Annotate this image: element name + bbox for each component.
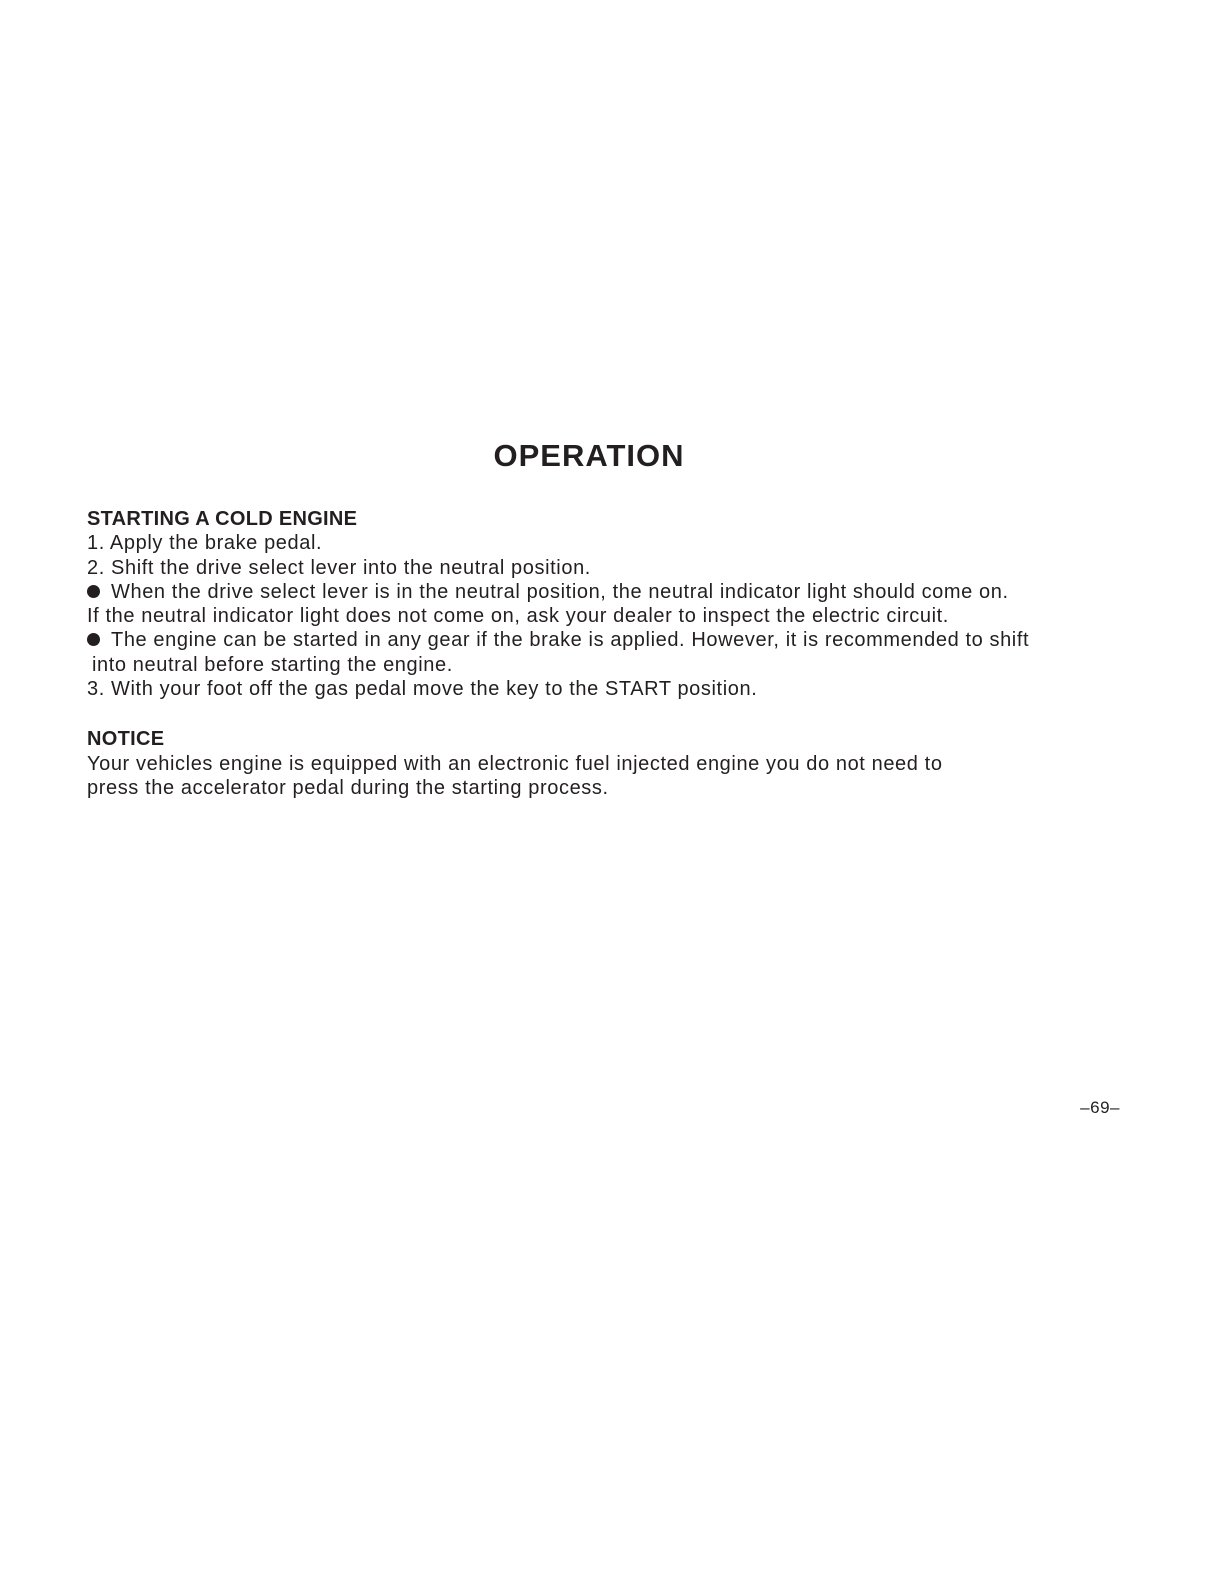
bullet-icon bbox=[87, 585, 100, 598]
bullet-1-second-line: If the neutral indicator light does not come on, ask your dealer to inspect the electric circuit. bbox=[87, 605, 949, 628]
page-number: –69– bbox=[1080, 1098, 1120, 1117]
step-3: 3. With your foot off the gas pedal move the key to the START position. bbox=[87, 678, 758, 701]
step-1: 1. Apply the brake pedal. bbox=[87, 532, 323, 555]
notice-text-line-2: press the accelerator pedal during the starting process. bbox=[87, 776, 609, 799]
document-body bbox=[87, 507, 1147, 800]
section-heading-notice: NOTICE bbox=[87, 728, 165, 751]
bullet-1-text: When the drive select lever is in the neutral position, the neutral indicator light should come on. bbox=[111, 580, 1009, 603]
page-title: OPERATION bbox=[493, 438, 685, 473]
bullet-2-second-line: into neutral before starting the engine. bbox=[92, 653, 453, 676]
section-heading-starting: STARTING A COLD ENGINE bbox=[87, 508, 358, 530]
bullet-1-first-line bbox=[87, 580, 1147, 604]
bullet-2-text: The engine can be started in any gear if the brake is applied. However, it is recommended to shift bbox=[111, 629, 1030, 652]
bullet-2-first-line bbox=[87, 628, 1147, 652]
bullet-icon bbox=[87, 633, 100, 646]
section-spacer bbox=[87, 701, 1147, 727]
notice-text-line-1: Your vehicles engine is equipped with an electronic fuel injected engine you do not need to bbox=[87, 752, 943, 775]
step-2: 2. Shift the drive select lever into the neutral position. bbox=[87, 556, 591, 579]
